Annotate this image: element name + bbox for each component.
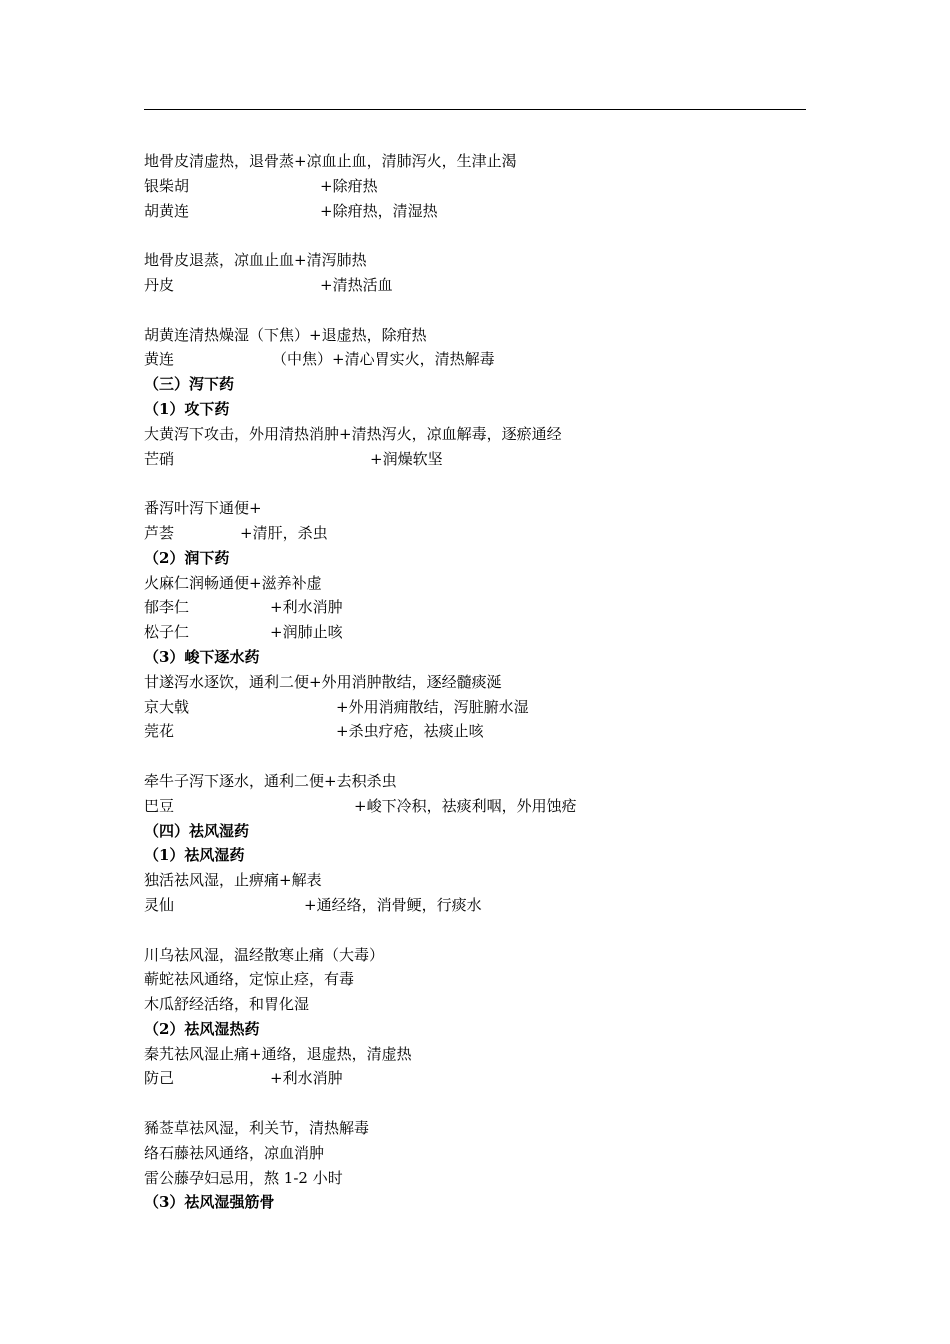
- herb-description: +除疳热: [320, 176, 378, 195]
- section-heading: （3）祛风湿强筋骨: [144, 1193, 275, 1212]
- herb-name: 芒硝: [144, 449, 175, 468]
- herb-description: +峻下冷积，祛痰利咽，外用蚀疮: [354, 796, 577, 815]
- herb-entry: [144, 967, 806, 992]
- herb-name: 番泻叶: [144, 499, 190, 518]
- section-heading: （四）祛风湿药: [144, 821, 250, 840]
- herb-description: 泻水逐饮，通利二便+外用消肿散结，逐经髓痰涎: [174, 672, 502, 691]
- herb-entry: [144, 769, 806, 794]
- herb-name: 芦荟: [144, 523, 175, 542]
- blank-line: [144, 744, 806, 769]
- herb-entry: [144, 719, 806, 744]
- herb-name: 秦艽: [144, 1044, 175, 1063]
- herb-name: 火麻仁: [144, 573, 190, 592]
- herb-entry: [144, 1042, 806, 1067]
- herb-description: 祛风湿，温经散寒止痛（大毒）: [174, 945, 385, 964]
- herb-description: 泻下逐水，通利二便+去积杀虫: [189, 771, 397, 790]
- herb-entry: [144, 620, 806, 645]
- herb-description: 清热燥湿（下焦）+退虚热，除疳热: [189, 325, 427, 344]
- herb-entry: [144, 595, 806, 620]
- section-heading: （1）祛风湿药: [144, 846, 245, 865]
- herb-entry: [144, 868, 806, 893]
- herb-description: +通经络，消骨鲠，行痰水: [304, 895, 482, 914]
- herb-name: 胡黄连: [144, 201, 190, 220]
- herb-name: 灵仙: [144, 895, 175, 914]
- herb-description: +利水消肿: [270, 1069, 343, 1088]
- herb-description: 泻下攻击，外用清热消肿+清热泻火，凉血解毒，逐瘀通经: [174, 424, 562, 443]
- blank-line: [144, 471, 806, 496]
- herb-name: 丹皮: [144, 275, 175, 294]
- herb-entry: [144, 199, 806, 224]
- herb-description: 清虚热，退骨蒸+凉血止血，清肺泻火，生津止渴: [189, 152, 517, 170]
- blank-line: [144, 1091, 806, 1116]
- herb-name: 独活: [144, 871, 175, 890]
- herb-name: 大黄: [144, 424, 175, 443]
- herb-entry: [144, 695, 806, 720]
- herb-description: +杀虫疗疮，祛痰止咳: [336, 722, 484, 741]
- herb-name: 松子仁: [144, 623, 190, 642]
- herb-entry: [144, 149, 806, 174]
- blank-line: [144, 223, 806, 248]
- herb-name: 甘遂: [144, 672, 175, 691]
- herb-entry: [144, 248, 806, 273]
- herb-description: （中焦）+清心胃实火，清热解毒: [272, 350, 495, 369]
- herb-description: +润燥软坚: [370, 449, 443, 468]
- herb-name: 防己: [144, 1069, 175, 1088]
- herb-description: 舒经活络，和胃化湿: [174, 995, 310, 1014]
- herb-name: 豨莶草: [144, 1119, 190, 1138]
- section-heading: （1）攻下药: [144, 399, 230, 418]
- herb-entry: [144, 273, 806, 298]
- section-heading: （2）润下药: [144, 548, 230, 567]
- herb-entry: [144, 422, 806, 447]
- herb-description: 祛风通络，定惊止痉，有毒: [174, 970, 355, 989]
- herb-name: 络石藤: [144, 1143, 190, 1162]
- herb-entry: [144, 1166, 806, 1191]
- section-heading: （2）祛风湿热药: [144, 1019, 260, 1038]
- herb-entry: [144, 1066, 806, 1091]
- herb-name: 地骨皮: [144, 251, 190, 270]
- blank-line: [144, 298, 806, 323]
- herb-entry: [144, 347, 806, 372]
- herb-entry: [144, 1141, 806, 1166]
- herb-name: 巴豆: [144, 796, 175, 815]
- herb-entry: [144, 496, 806, 521]
- herb-name: 郁李仁: [144, 598, 190, 617]
- herb-name: 京大戟: [144, 697, 190, 716]
- herb-entry: [144, 670, 806, 695]
- herb-description: +外用消痈散结，泻脏腑水湿: [336, 697, 529, 716]
- herb-entry: [144, 893, 806, 918]
- herb-name: 地骨皮: [144, 152, 190, 170]
- herb-entry: [144, 174, 806, 199]
- section-heading: （3）峻下逐水药: [144, 647, 260, 666]
- herb-entry: [144, 943, 806, 968]
- herb-entry: [144, 794, 806, 819]
- herb-description: 泻下通便+: [189, 499, 262, 518]
- herb-name: 川乌: [144, 945, 175, 964]
- herb-description: 祛风湿，止痹痛+解表: [174, 871, 322, 890]
- herb-entry: [144, 992, 806, 1017]
- herb-entry: [144, 521, 806, 546]
- herb-description: 祛风通络，凉血消肿: [189, 1143, 325, 1162]
- header-rule: [144, 109, 806, 110]
- herb-description: +清肝，杀虫: [240, 523, 328, 542]
- herb-name: 莞花: [144, 722, 175, 741]
- herb-description: 祛风湿止痛+通络，退虚热，清虚热: [174, 1044, 412, 1063]
- herb-entry: [144, 1116, 806, 1141]
- herb-name: 牵牛子: [144, 771, 190, 790]
- herb-description: +除疳热，清湿热: [320, 201, 438, 220]
- herb-name: 蕲蛇: [144, 970, 175, 989]
- document-body: [144, 149, 806, 1215]
- section-heading: （三）泻下药: [144, 375, 235, 394]
- herb-description: +润肺止咳: [270, 623, 343, 642]
- herb-name: 雷公藤: [144, 1168, 190, 1187]
- herb-description: 孕妇忌用，熬 1-2 小时: [189, 1168, 343, 1187]
- herb-entry: [144, 323, 806, 348]
- blank-line: [144, 918, 806, 943]
- herb-name: 胡黄连: [144, 325, 190, 344]
- herb-entry: [144, 447, 806, 472]
- herb-name: 银柴胡: [144, 176, 190, 195]
- herb-entry: [144, 571, 806, 596]
- herb-name: 黄连: [144, 350, 175, 369]
- herb-description: 退蒸，凉血止血+清泻肺热: [189, 251, 367, 270]
- herb-description: +利水消肿: [270, 598, 343, 617]
- herb-description: 祛风湿，利关节，清热解毒: [189, 1119, 370, 1138]
- herb-name: 木瓜: [144, 995, 175, 1014]
- herb-description: 润畅通便+滋养补虚: [189, 573, 322, 592]
- herb-description: +清热活血: [320, 275, 393, 294]
